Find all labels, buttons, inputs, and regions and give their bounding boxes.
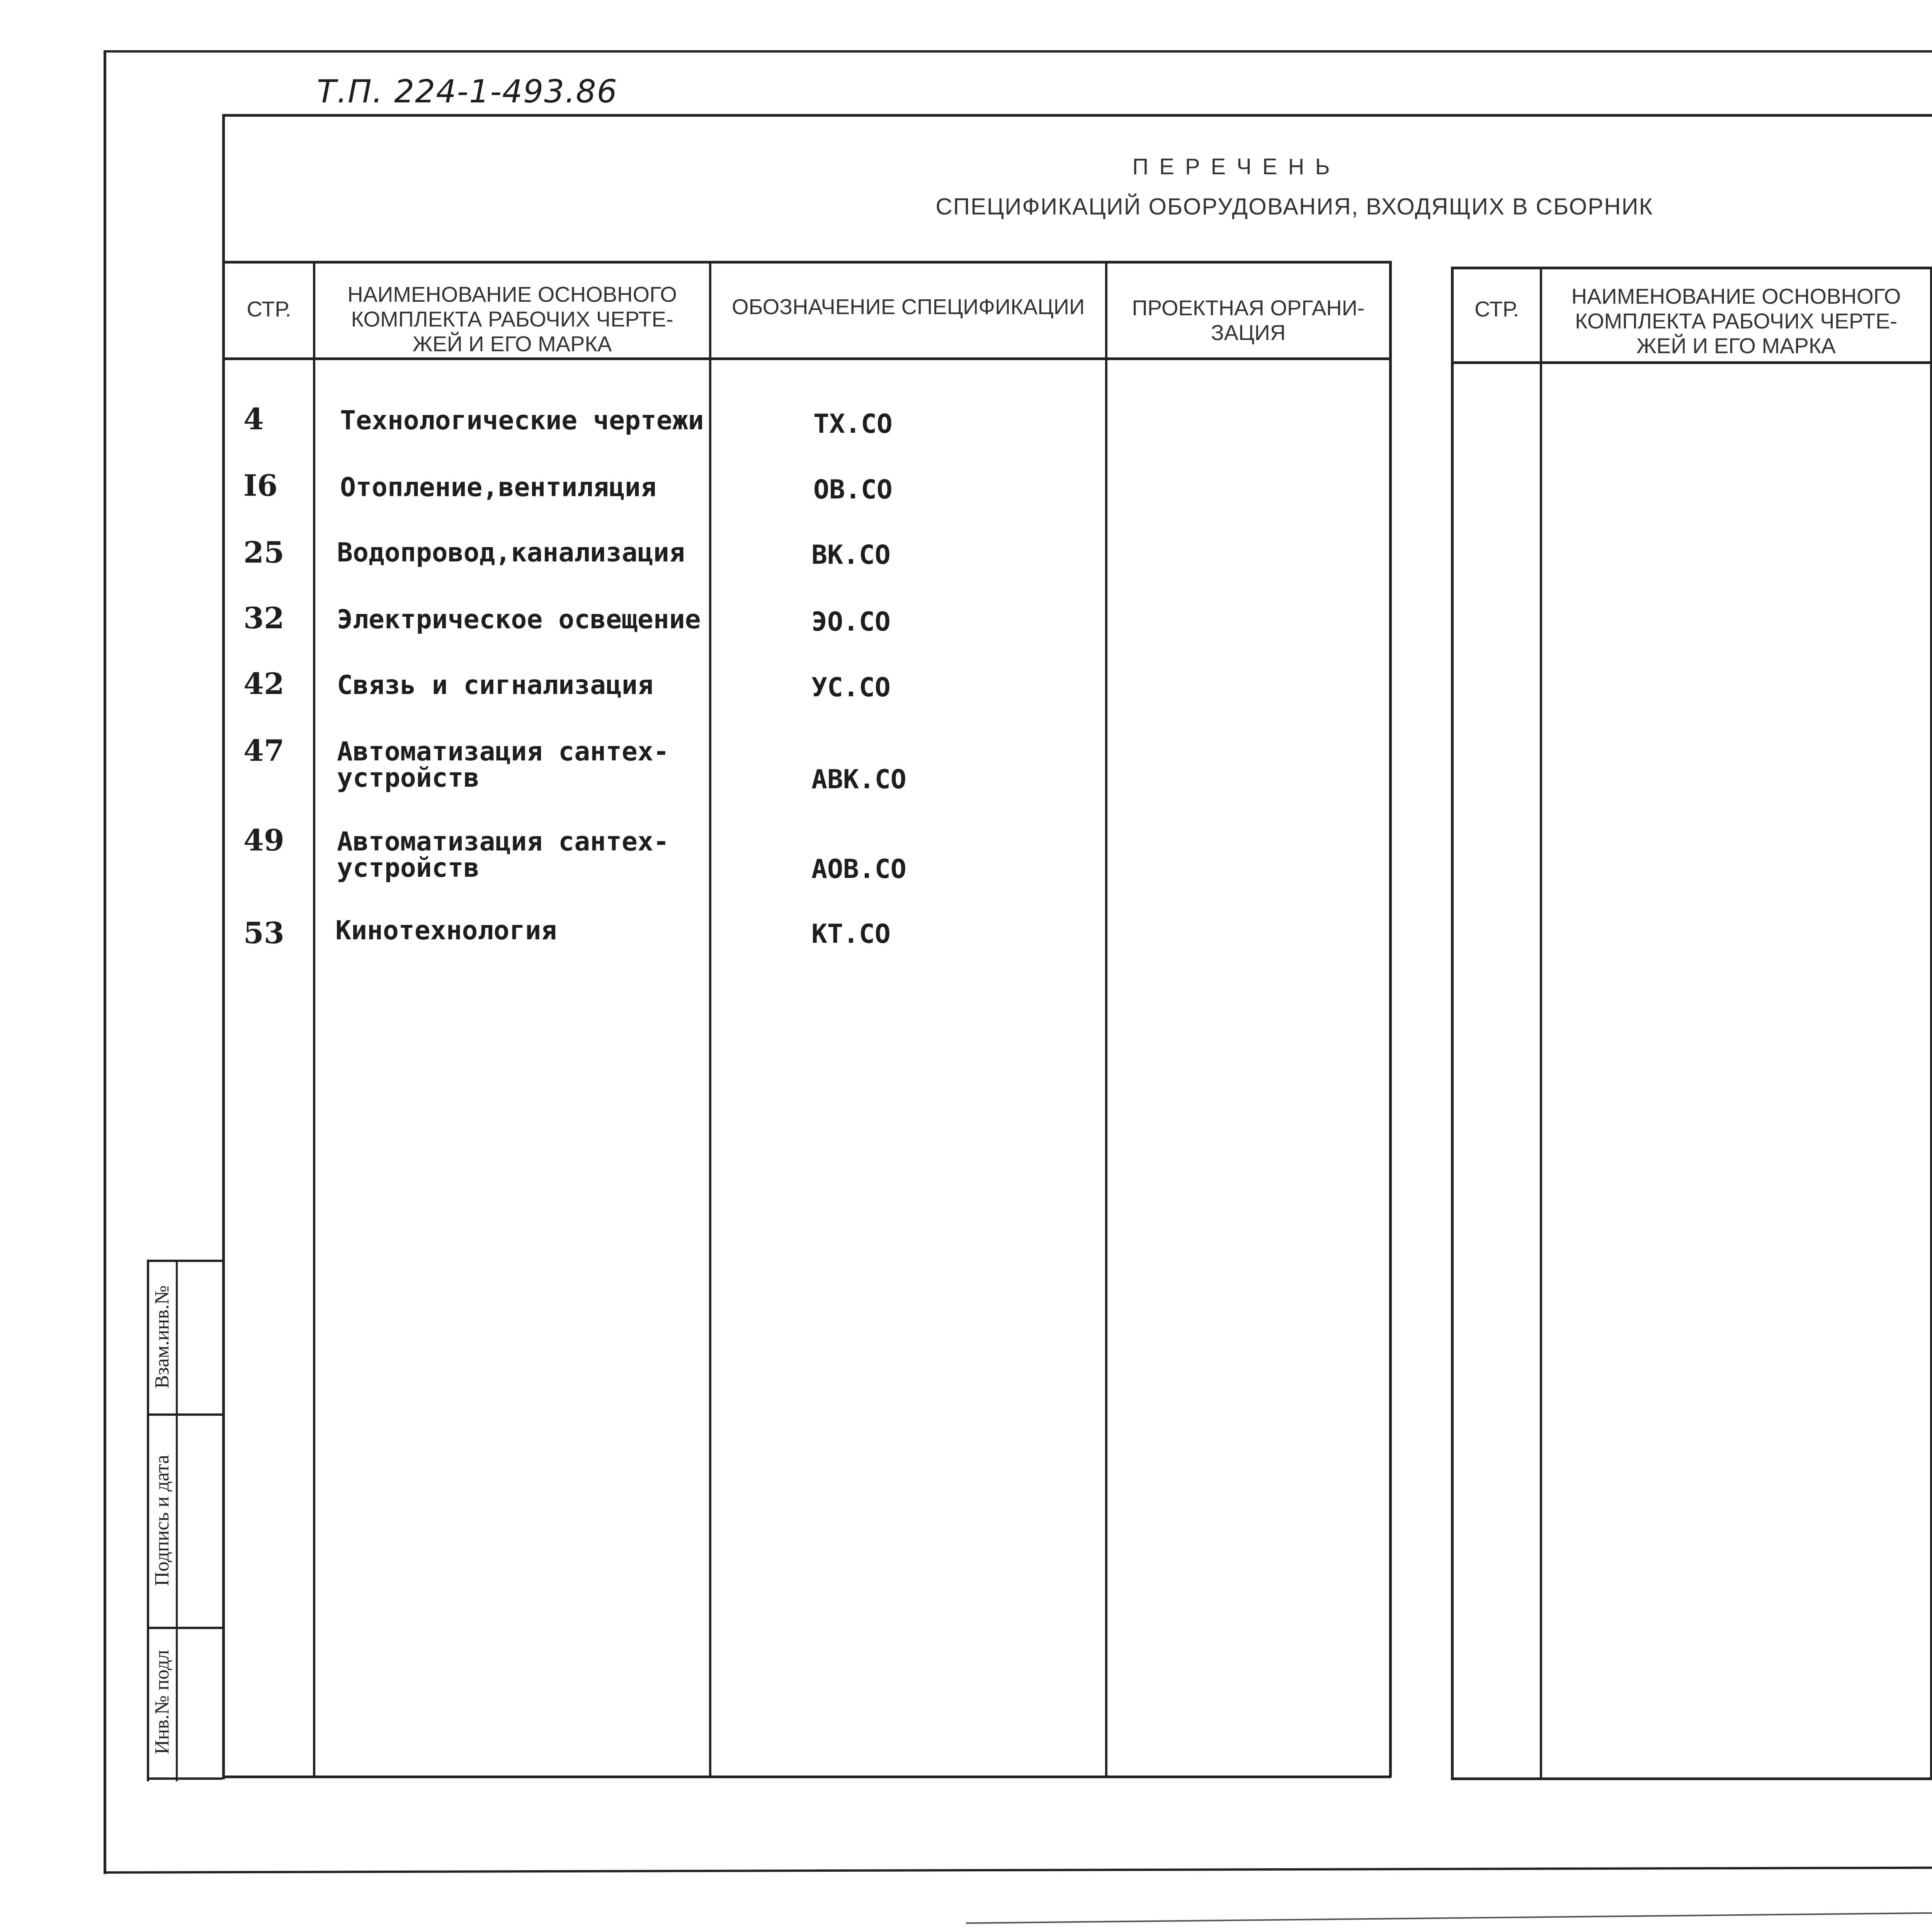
left-table-bottom xyxy=(222,1776,1391,1778)
right-col-div-2 xyxy=(1930,267,1932,1779)
right-table-bottom xyxy=(1451,1777,1932,1780)
row-page: 47 xyxy=(243,733,284,768)
sheet-left-border xyxy=(104,50,106,1874)
row-code: АОВ.СО xyxy=(811,854,906,884)
row-code: АВК.СО xyxy=(811,764,906,795)
row-page: 25 xyxy=(243,535,284,570)
doc-code: Т.П. 224-1-493.86 xyxy=(317,73,618,110)
left-header-top xyxy=(222,261,1391,264)
right-header-bottom xyxy=(1451,361,1932,364)
right-header-name-line2: КОМПЛЕКТА РАБОЧИХ ЧЕРТЕ- xyxy=(1575,309,1898,333)
stamp-left-border xyxy=(147,1260,149,1781)
left-col-div-4 xyxy=(1389,261,1392,1777)
row-name: Электрическое освещение xyxy=(337,604,701,635)
row-name: Технологические чертежи xyxy=(340,405,704,436)
row-name xyxy=(337,736,669,793)
left-header-name xyxy=(315,282,709,356)
row-code: ТХ.СО xyxy=(813,409,893,439)
table-left-border xyxy=(222,114,225,1779)
row-code: УС.СО xyxy=(811,672,891,703)
row-page: 49 xyxy=(243,823,284,857)
right-col-div-0 xyxy=(1451,267,1454,1779)
stamp-mid-border xyxy=(176,1260,178,1781)
left-col-div-1 xyxy=(313,261,315,1777)
right-header-name-line1: НАИМЕНОВАНИЕ ОСНОВНОГО xyxy=(1571,284,1901,308)
list-subtitle: СПЕЦИФИКАЦИЙ ОБОРУДОВАНИЯ, ВХОДЯЩИХ В СБОРНИК xyxy=(935,194,1653,219)
row-name-line2: устройств xyxy=(337,763,480,793)
row-name: Кинотехнология xyxy=(335,915,557,946)
left-col-div-3 xyxy=(1105,261,1107,1777)
stamp-replacement-inv: Взам.инв.№ xyxy=(151,1285,173,1389)
row-name-line1: Автоматизация сантех- xyxy=(337,827,669,857)
right-header-top xyxy=(1451,267,1932,269)
row-name-line1: Автоматизация сантех- xyxy=(337,736,669,767)
left-header-bottom xyxy=(222,357,1391,360)
row-page: 42 xyxy=(243,667,284,701)
right-header-page: СТР. xyxy=(1474,297,1519,321)
row-page: 32 xyxy=(243,601,284,635)
row-code: ЭО.СО xyxy=(811,607,891,637)
row-page: I6 xyxy=(243,468,278,503)
left-header-name-line1: НАИМЕНОВАНИЕ ОСНОВНОГО xyxy=(347,282,677,306)
left-header-name-line3: ЖЕЙ И ЕГО МАРКА xyxy=(412,332,612,356)
sheet-bottom-border xyxy=(104,1865,1932,1874)
left-header-org-line2: ЗАЦИЯ xyxy=(1211,320,1286,345)
right-header-name-line3: ЖЕЙ И ЕГО МАРКА xyxy=(1636,333,1836,358)
left-col-div-2 xyxy=(709,261,711,1777)
row-name: Водопровод,канализация xyxy=(337,537,685,568)
row-name: Связь и сигнализация xyxy=(337,670,653,701)
row-page: 4 xyxy=(243,402,264,436)
row-name xyxy=(337,829,669,881)
left-header-page: СТР. xyxy=(247,297,291,321)
left-header-code: ОБОЗНАЧЕНИЕ СПЕЦИФИКАЦИИ xyxy=(731,294,1085,319)
row-code: КТ.СО xyxy=(811,919,891,949)
row-page: 53 xyxy=(243,916,284,950)
right-col-div-1 xyxy=(1540,267,1542,1779)
sheet-top-border xyxy=(104,50,1932,53)
left-header-name-line2: КОМПЛЕКТА РАБОЧИХ ЧЕРТЕ- xyxy=(351,307,673,331)
stamp-signature-date: Подпись и дата xyxy=(151,1455,173,1586)
row-name-line2: устройств xyxy=(337,853,480,883)
table-top-border xyxy=(222,114,1932,117)
edge-scratch xyxy=(966,1912,1932,1924)
right-header-name xyxy=(1542,284,1930,358)
left-header-org-line1: ПРОЕКТНАЯ ОРГАНИ- xyxy=(1132,296,1365,320)
row-name: Отопление,вентиляция xyxy=(340,472,656,503)
list-title: ПЕРЕЧЕНЬ xyxy=(1132,154,1341,179)
stamp-original-inv: Инв.№ подл xyxy=(151,1650,173,1755)
row-code: ВК.СО xyxy=(811,540,891,570)
row-code: ОВ.СО xyxy=(813,474,893,505)
left-header-org xyxy=(1107,296,1389,345)
